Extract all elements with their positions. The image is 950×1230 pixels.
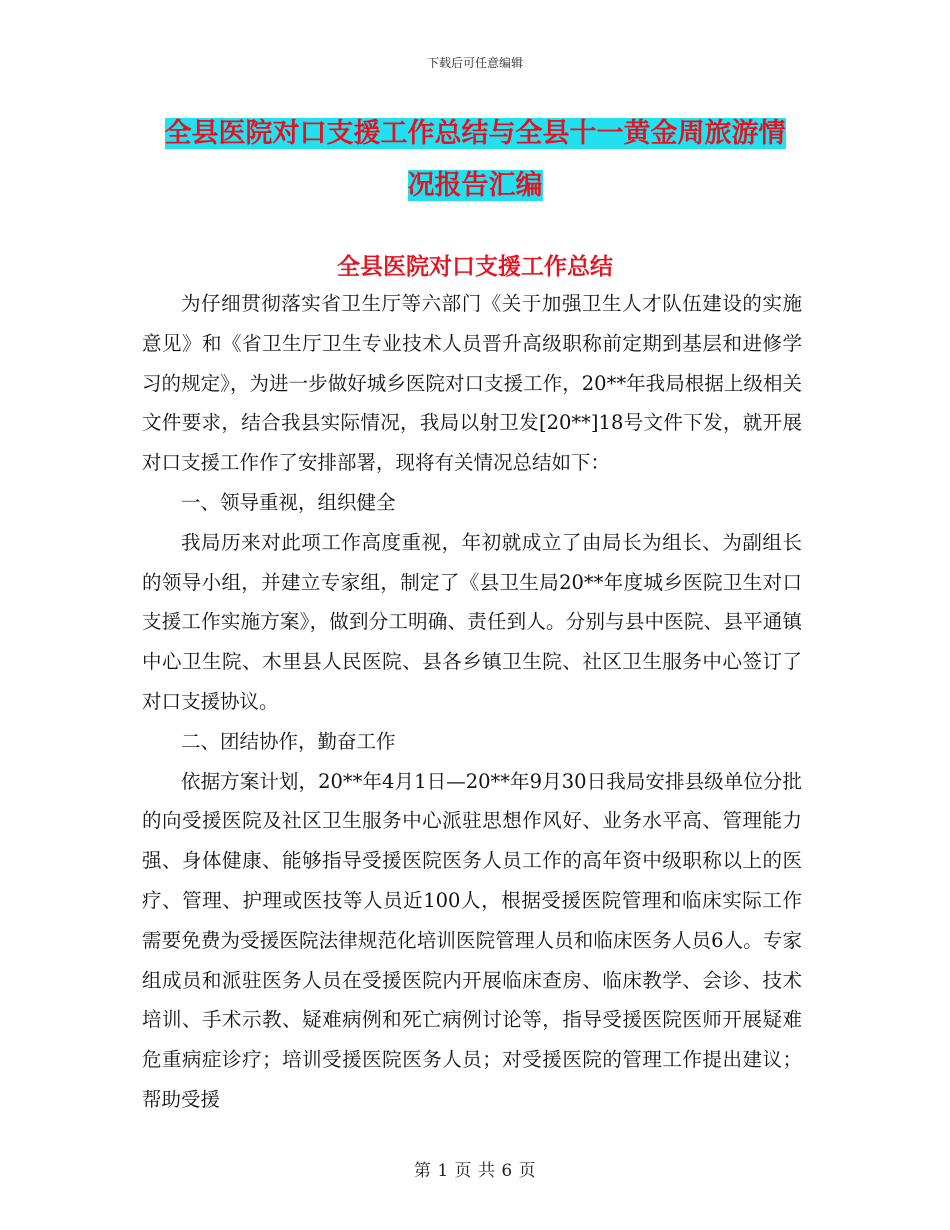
title-highlight-1: 全县医院对口支援工作总结与全县十一黄金周旅游情 <box>164 118 786 149</box>
document-title-line-2 <box>150 160 800 212</box>
intro-paragraph: 为仔细贯彻落实省卫生厅等六部门《关于加强卫生人才队伍建设的实施意见》和《省卫生厅卫生专业技术人员晋升高级职称前定期到基层和进修学习的规定》，为进一步做好城乡医院对口支援工作，20**年我局根据上级相关文件要求，结合我县实际情况，我局以射卫发[20**]18号文件下发，就开展对口支援工作作了安排部署，现将有关情况总结如下： <box>142 292 802 475</box>
section-title: 全县医院对口支援工作总结 <box>337 253 613 280</box>
document-title <box>150 108 800 212</box>
heading-cooperation: 二、团结协作，勤奋工作 <box>181 729 396 753</box>
page-footer: 第 1 页 共 6 页 <box>413 1161 537 1181</box>
cooperation-paragraph: 依据方案计划，20**年4月1日—20**年9月30日我局安排县级单位分批的向受援医院及社区卫生服务中心派驻思想作风好、业务水平高、管理能力强、身体健康、能够指导受援医院医务人员工作的高年资中级职称以上的医疗、管理、护理或医技等人员近100人，根据受援医院管理和临床实际工作需要免费为受援医院法律规范化培训医院管理人员和临床医务人员6人。专家组成员和派驻医务人员在受援医院内开展临床查房、临床教学、会诊、技术培训、手术示教、疑难病例和死亡病例讨论等，指导受援医院医师开展疑难危重病症诊疗；培训受援医院医务人员；对受援医院的管理工作提出建议；帮助受援 <box>142 769 802 1111</box>
document-body <box>142 284 802 1120</box>
title-highlight-2: 况报告汇编 <box>407 170 543 201</box>
document-title-line-1 <box>150 108 800 160</box>
header-note: 下载后可任意编辑 <box>426 56 523 70</box>
leadership-paragraph: 我局历来对此项工作高度重视，年初就成立了由局长为组长、为副组长的领导小组，并建立专家组，制定了《县卫生局20**年度城乡医院卫生对口支援工作实施方案》，做到分工明确、责任到人。分别与县中医院、县平通镇中心卫生院、木里县人民医院、县各乡镇卫生院、社区卫生服务中心签订了对口支援协议。 <box>142 530 802 713</box>
heading-leadership: 一、领导重视，组织健全 <box>181 490 396 514</box>
